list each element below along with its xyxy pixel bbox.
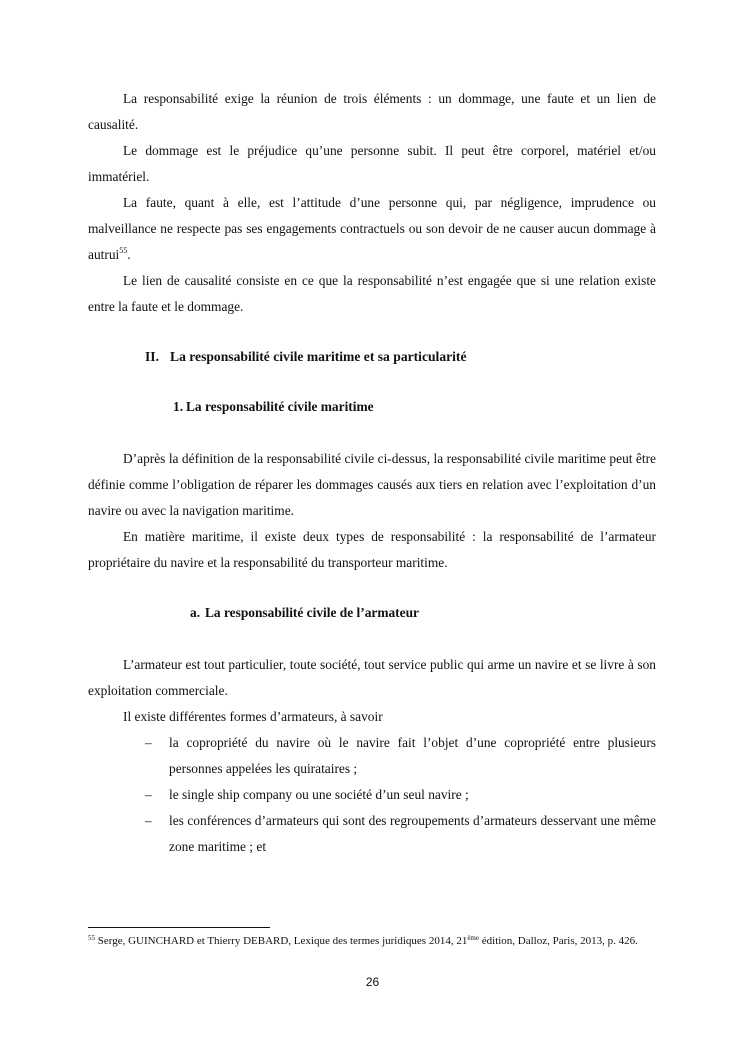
subsection-title: La responsabilité civile maritime xyxy=(186,399,374,414)
paragraph-maritime-types: En matière maritime, il existe deux types de responsabilité : la responsabilité de l’armateur propriétaire du navire et la responsabilité du transporteur maritime. xyxy=(88,529,656,570)
footnote-text: Serge, GUINCHARD et Thierry DEBARD, Lexique des termes juridiques 2014, 21 xyxy=(95,935,468,947)
paragraph-fault xyxy=(88,190,656,268)
footnote-reference[interactable]: 55 xyxy=(119,246,128,255)
section-heading-ii xyxy=(145,344,656,370)
dash-bullet: – xyxy=(145,735,152,750)
list-item-text: le single ship company ou une société d’un seul navire ; xyxy=(169,787,469,802)
paragraph-maritime-definition: D’après la définition de la responsabilité civile ci-dessus, la responsabilité civile maritime peut être définie comme l’obligation de réparer les dommages causés aux tiers en relation avec l’exploitation d’un navire ou avec la navigation maritime. xyxy=(88,451,656,518)
list-item xyxy=(88,730,656,782)
footnote-number: 55 xyxy=(88,934,95,942)
subsection-heading-1 xyxy=(173,394,656,420)
subsection-heading-a xyxy=(190,600,656,626)
subsection-a-title: La responsabilité civile de l’armateur xyxy=(205,605,419,620)
paragraph-causality: Le lien de causalité consiste en ce que la responsabilité n’est engagée que si une relation existe entre la faute et le dommage. xyxy=(88,273,656,314)
dash-bullet: – xyxy=(145,813,152,828)
page-number: 26 xyxy=(365,975,380,989)
dash-bullet: – xyxy=(145,787,152,802)
footnote-ordinal: ème xyxy=(467,934,479,942)
section-title: La responsabilité civile maritime et sa particularité xyxy=(170,349,467,364)
subsection-number: 1. xyxy=(173,399,184,414)
section-number: II. xyxy=(145,349,159,364)
list-item xyxy=(88,808,656,860)
list-item xyxy=(88,782,656,808)
subsection-a-number: a. xyxy=(190,605,201,620)
paragraph-armateur-forms: Il existe différentes formes d’armateurs, à savoir xyxy=(123,709,383,724)
paragraph-fault-text: La faute, quant à elle, est l’attitude d’une personne qui, par négligence, imprudence ou malveillance ne respecte pas ses engagements contractuels ou son devoir de ne causer aucun dommage à autrui xyxy=(88,195,656,262)
armateur-forms-list xyxy=(88,730,656,860)
paragraph-armateur-definition: L’armateur est tout particulier, toute société, tout service public qui arme un navire et se livre à son exploitation commerciale. xyxy=(88,657,656,698)
paragraph-fault-end: . xyxy=(127,247,131,262)
paragraph-damage: Le dommage est le préjudice qu’une personne subit. Il peut être corporel, matériel et/ou immatériel. xyxy=(88,143,656,184)
footnote-separator xyxy=(88,927,270,928)
footnote xyxy=(88,933,658,949)
paragraph-elements-of-liability: La responsabilité exige la réunion de trois éléments : un dommage, une faute et un lien de causalité. xyxy=(88,91,656,132)
footnote-text-end: édition, Dalloz, Paris, 2013, p. 426. xyxy=(479,935,638,947)
page-body xyxy=(88,86,656,860)
list-item-text: les conférences d’armateurs qui sont des regroupements d’armateurs desservant une même zone maritime ; et xyxy=(169,813,656,854)
list-item-text: la copropriété du navire où le navire fait l’objet d’une copropriété entre plusieurs personnes appelées les quirataires ; xyxy=(169,735,656,776)
